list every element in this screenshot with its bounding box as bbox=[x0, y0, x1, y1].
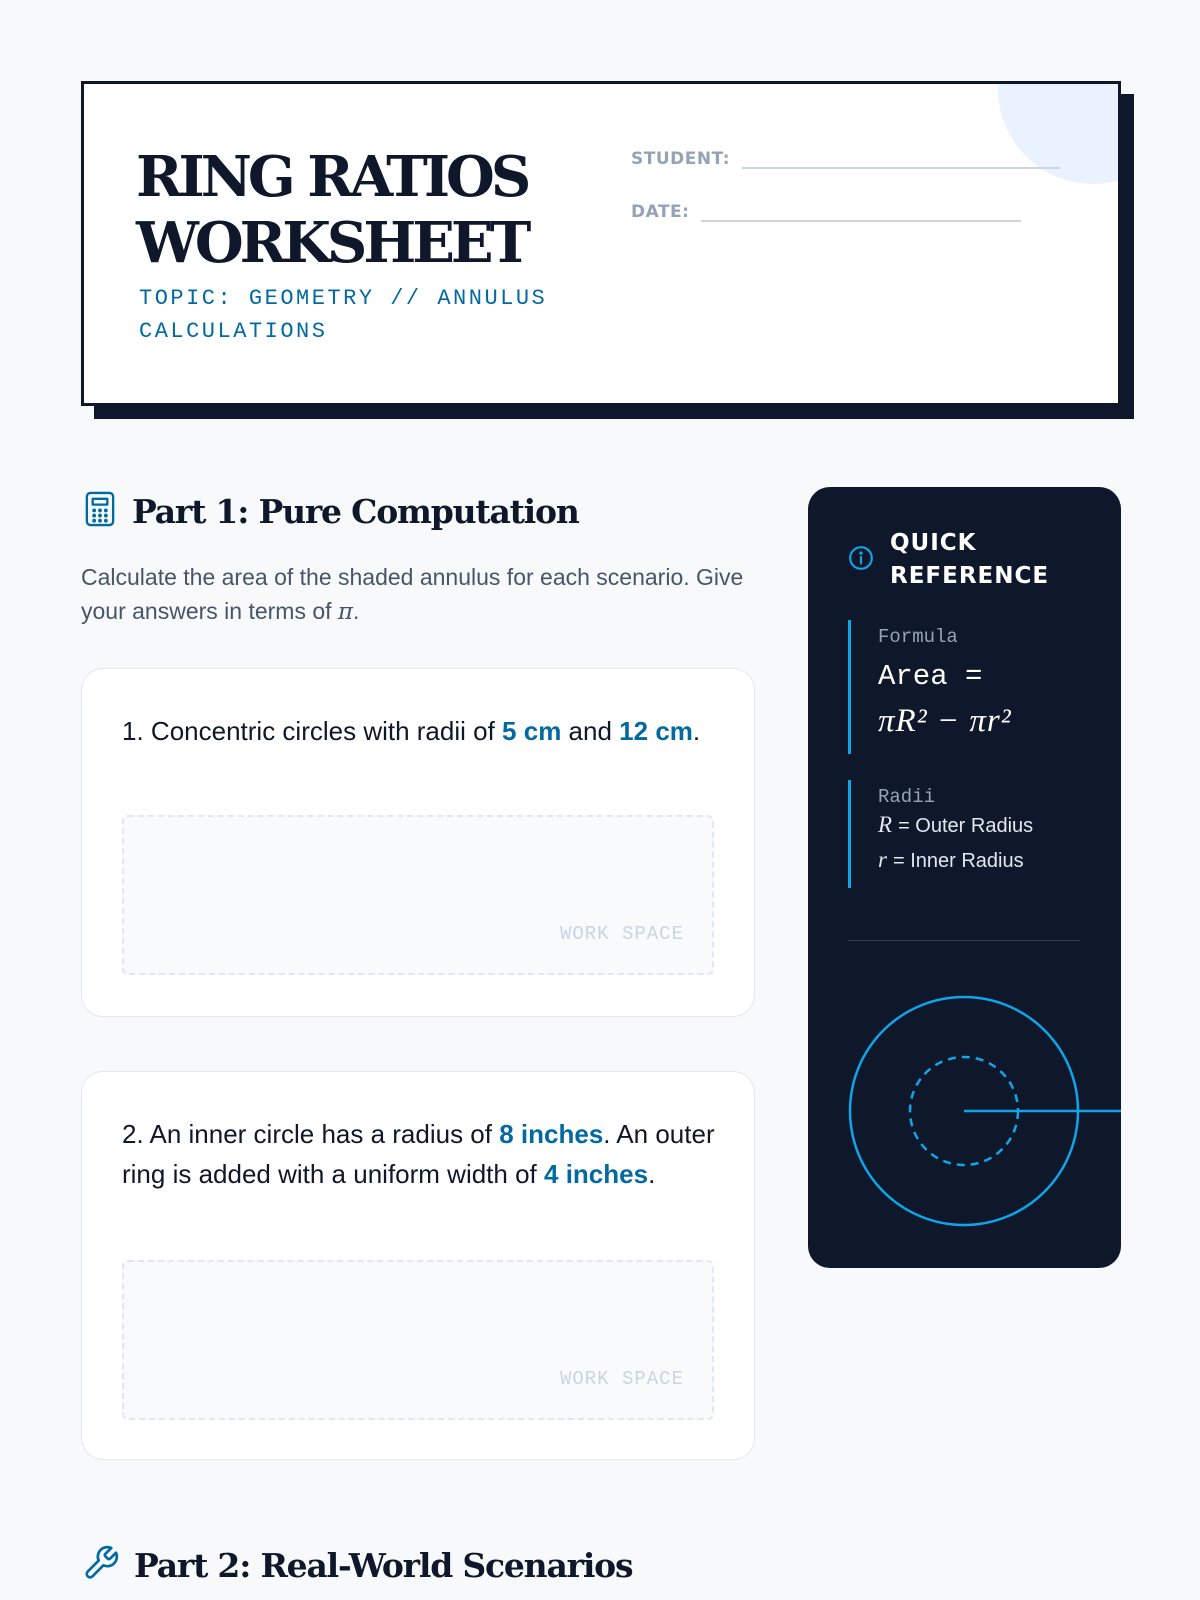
value-highlight: 8 inches bbox=[499, 1119, 604, 1149]
intro-text: Calculate the area of the shaded annulus for each scenario. Give your answers in terms of bbox=[81, 564, 744, 624]
calculator-icon bbox=[82, 490, 118, 533]
formula-label: Formula bbox=[878, 626, 958, 648]
date-field[interactable] bbox=[631, 202, 1021, 222]
value-highlight: 4 inches bbox=[544, 1159, 649, 1189]
work-space-label: WORK SPACE bbox=[559, 1368, 684, 1390]
outer-radius-desc: = Outer Radius bbox=[898, 815, 1034, 837]
date-label: DATE: bbox=[631, 202, 690, 222]
question-card bbox=[81, 668, 755, 1017]
value-highlight: 12 cm bbox=[619, 716, 693, 746]
quick-reference-title: QUICK REFERENCE bbox=[890, 530, 1050, 589]
work-space-area[interactable] bbox=[122, 1260, 714, 1420]
part1-instructions bbox=[81, 560, 761, 629]
inner-radius-desc: = Inner Radius bbox=[892, 850, 1024, 872]
value-highlight: 5 cm bbox=[502, 716, 562, 746]
student-label: STUDENT: bbox=[631, 149, 731, 169]
question-number: 2. bbox=[122, 1119, 144, 1149]
student-input-line[interactable] bbox=[742, 167, 1060, 169]
worksheet-title bbox=[136, 144, 576, 276]
quick-reference-panel bbox=[808, 487, 1121, 1268]
intro-period: . bbox=[353, 598, 360, 624]
question-text-end: . bbox=[692, 716, 701, 746]
inner-radius-symbol: r bbox=[878, 847, 887, 872]
title-line-2: WORKSHEET bbox=[136, 210, 528, 276]
outer-radius-symbol: R bbox=[878, 812, 893, 837]
worksheet-header bbox=[81, 81, 1121, 406]
question-text bbox=[122, 1114, 722, 1194]
question-card bbox=[81, 1071, 755, 1460]
question-text-part: and bbox=[568, 716, 612, 746]
formula-prefix: Area = bbox=[878, 660, 983, 693]
radii-label: Radii bbox=[878, 786, 936, 808]
work-space-label: WORK SPACE bbox=[559, 923, 684, 945]
question-text-part: Concentric circles with radii of bbox=[150, 716, 495, 746]
date-input-line[interactable] bbox=[701, 220, 1021, 222]
work-space-area[interactable] bbox=[122, 815, 714, 975]
student-field[interactable] bbox=[631, 149, 1060, 169]
wrench-icon bbox=[82, 1544, 120, 1587]
title-line-1: RING RATIOS bbox=[136, 144, 528, 210]
part2-heading bbox=[82, 1544, 632, 1587]
annulus-diagram bbox=[808, 487, 1121, 1268]
formula-math: πR² − πr² bbox=[878, 703, 1012, 739]
question-text-end: . bbox=[648, 1159, 656, 1189]
question-number: 1. bbox=[122, 716, 144, 746]
pi-symbol: π bbox=[337, 599, 354, 625]
part1-heading bbox=[82, 490, 579, 533]
part2-title: Part 2: Real-World Scenarios bbox=[134, 1546, 633, 1585]
topic-line: TOPIC: GEOMETRY // ANNULUS CALCULATIONS bbox=[139, 286, 548, 344]
question-text-part: . An outer ring is added with a uniform width of bbox=[122, 1119, 715, 1189]
question-text bbox=[122, 711, 722, 751]
part1-title: Part 1: Pure Computation bbox=[132, 492, 579, 531]
question-text-part: An inner circle has a radius of bbox=[149, 1119, 492, 1149]
